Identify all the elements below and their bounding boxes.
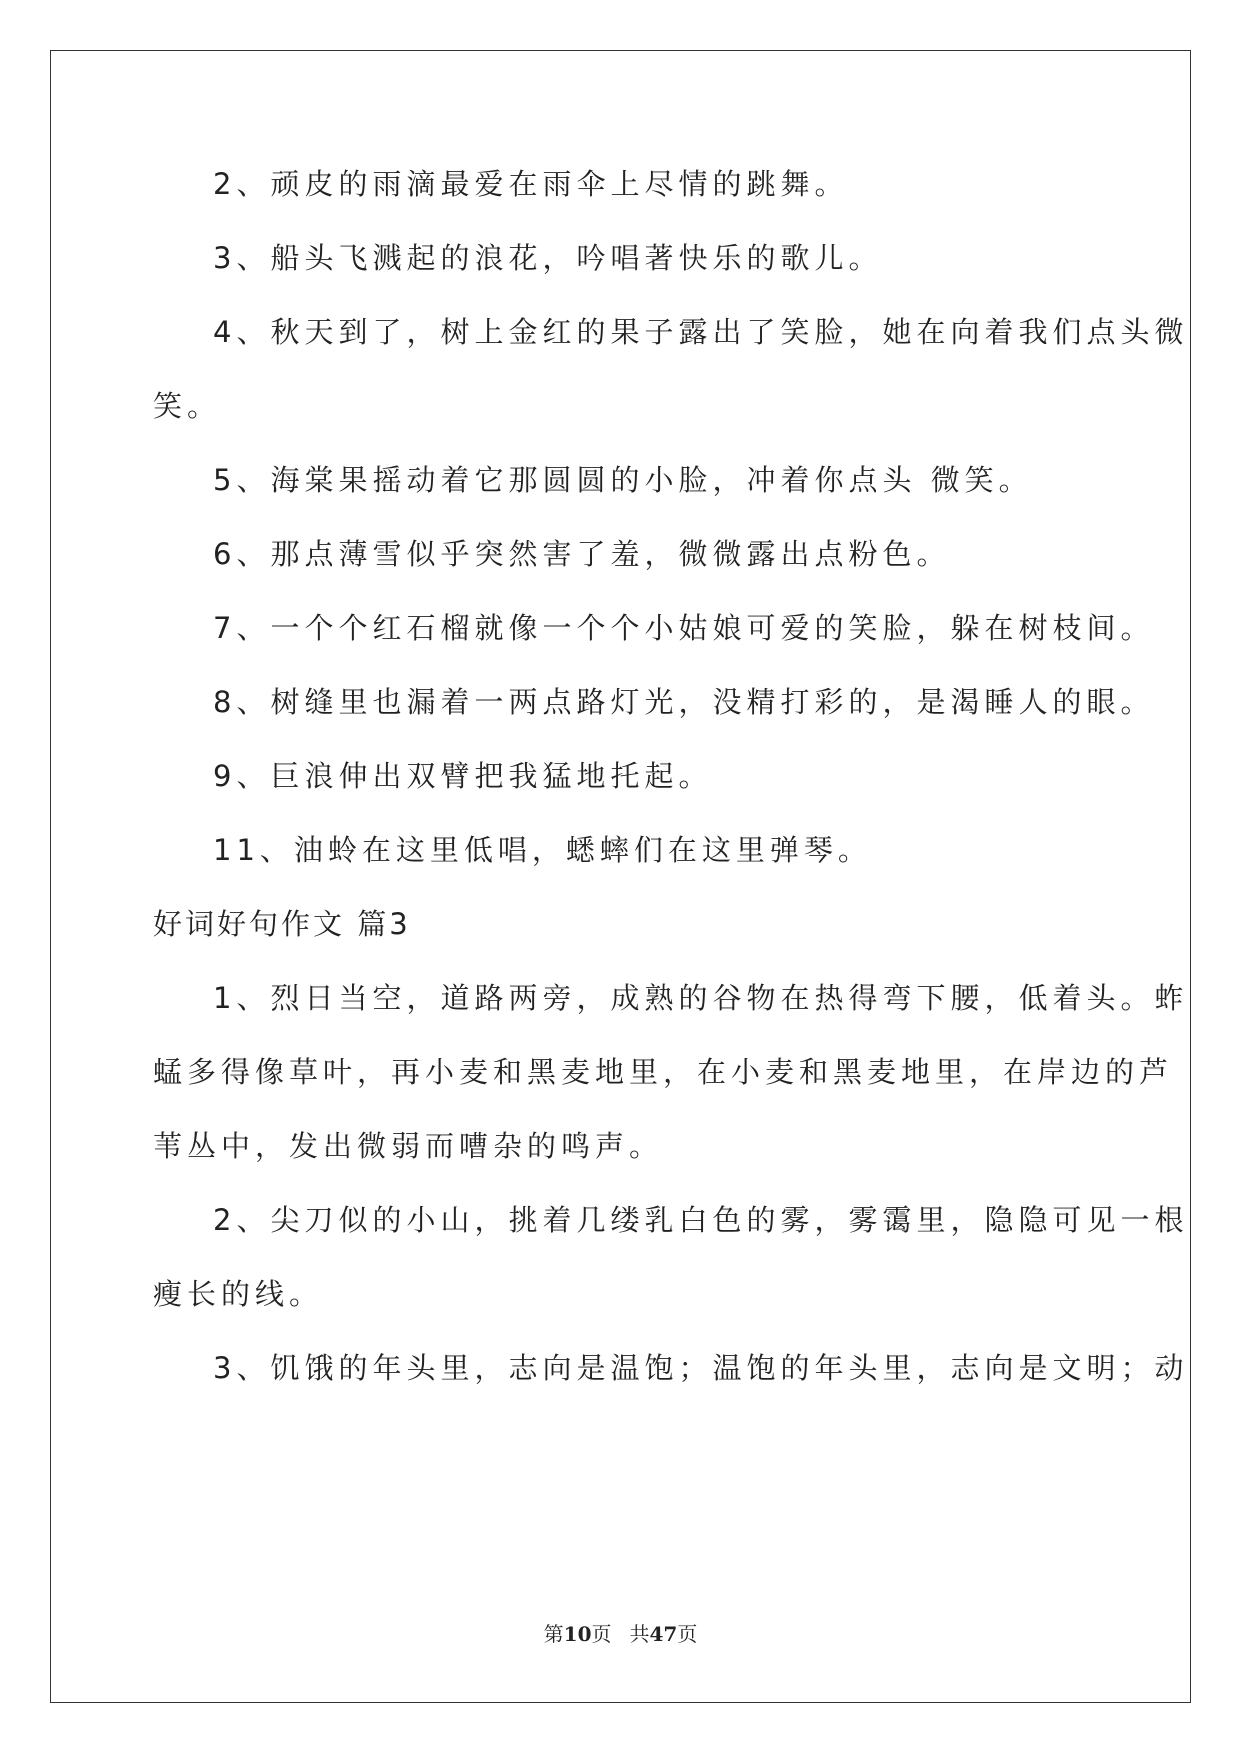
- footer-page-current: 10: [563, 1622, 592, 1646]
- page-border: [50, 50, 1191, 1703]
- paragraph-line: 6、那点薄雪似乎突然害了羞，微微露出点粉色。: [213, 537, 951, 571]
- footer-page-total: 47: [649, 1622, 678, 1646]
- paragraph-line: 11、油蛉在这里低唱，蟋蟀们在这里弹琴。: [213, 833, 872, 867]
- section-heading: 好词好句作文 篇3: [153, 907, 411, 941]
- footer-page-prefix: 第: [543, 1622, 564, 1646]
- paragraph-line: 9、巨浪伸出双臂把我猛地托起。: [213, 759, 713, 793]
- paragraph-line: 2、顽皮的雨滴最爱在雨伞上尽情的跳舞。: [213, 167, 849, 201]
- footer-page-mid: 页: [591, 1622, 612, 1646]
- paragraph-line: 3、船头飞溅起的浪花，吟唱著快乐的歌儿。: [213, 241, 883, 275]
- paragraph-line: 蜢多得像草叶，再小麦和黑麦地里，在小麦和黑麦地里，在岸边的芦: [153, 1055, 1174, 1089]
- footer-total-suffix: 页: [677, 1622, 698, 1646]
- paragraph-line: 2、尖刀似的小山，挑着几缕乳白色的雾，雾霭里，隐隐可见一根: [213, 1203, 1189, 1237]
- paragraph-line: 1、烈日当空，道路两旁，成熟的谷物在热得弯下腰，低着头。蚱: [213, 981, 1189, 1015]
- paragraph-line: 苇丛中，发出微弱而嘈杂的鸣声。: [153, 1129, 664, 1163]
- paragraph-line: 7、一个个红石榴就像一个个小姑娘可爱的笑脸，躲在树枝间。: [213, 611, 1155, 645]
- page-footer: [0, 1618, 1241, 1647]
- paragraph-line: 5、海棠果摇动着它那圆圆的小脸，冲着你点头 微笑。: [213, 463, 1033, 497]
- paragraph-line: 笑。: [153, 389, 222, 423]
- paragraph-line: 8、树缝里也漏着一两点路灯光，没精打彩的，是渴睡人的眼。: [213, 685, 1155, 719]
- footer-total-prefix: 共: [629, 1622, 650, 1646]
- paragraph-line: 瘦长的线。: [153, 1277, 324, 1311]
- paragraph-line: 3、饥饿的年头里，志向是温饱；温饱的年头里，志向是文明；动: [213, 1351, 1189, 1385]
- paragraph-line: 4、秋天到了，树上金红的果子露出了笑脸，她在向着我们点头微: [213, 315, 1189, 349]
